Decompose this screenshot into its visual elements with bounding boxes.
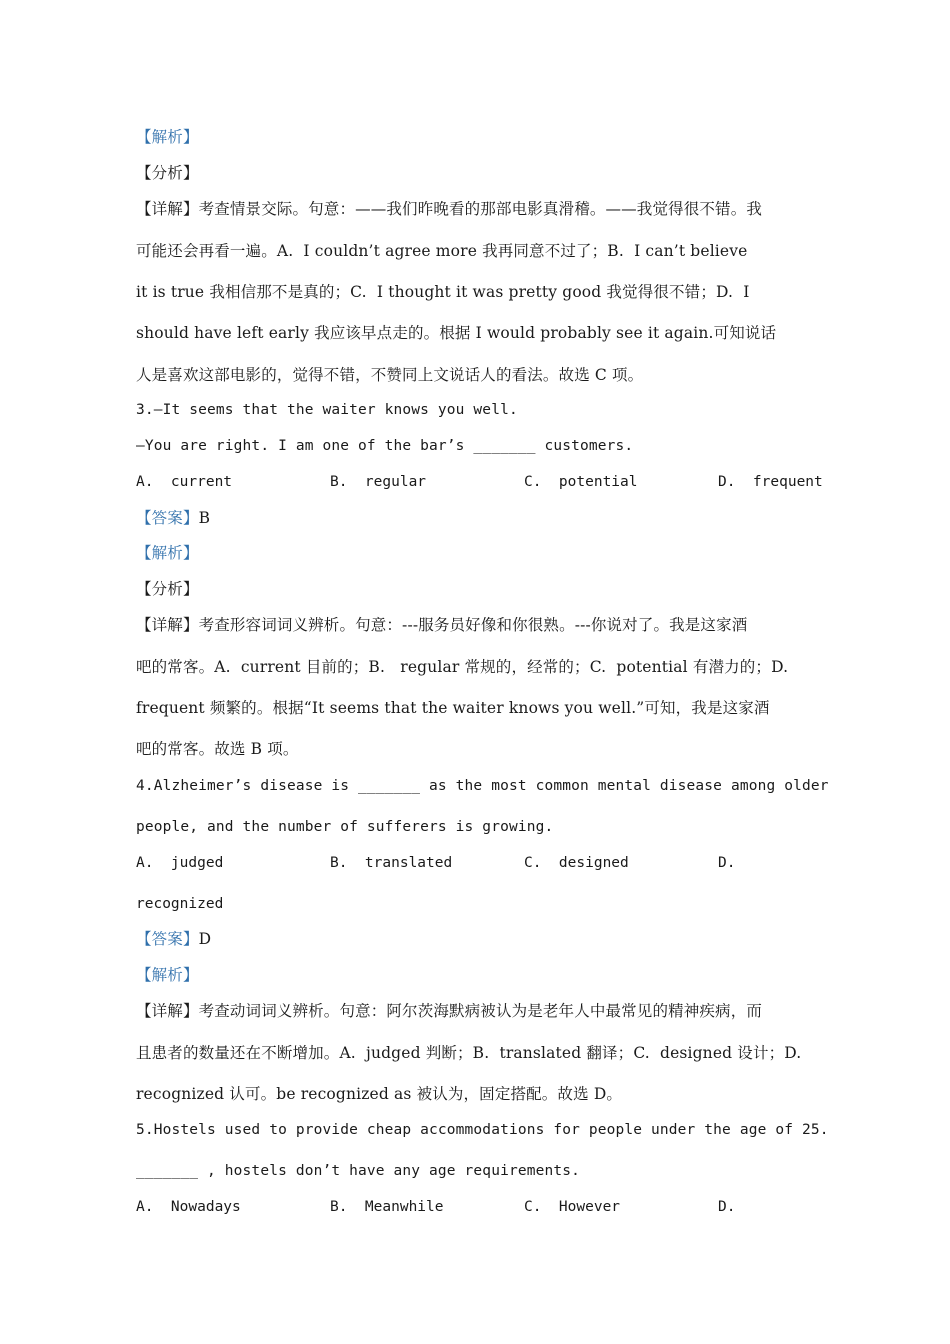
- option-d: D.: [718, 855, 736, 871]
- analysis-tag: 【解析】: [136, 128, 199, 146]
- detail-tag: 【详解】: [136, 200, 199, 218]
- question-stem: 4.Alzheimer’s disease is _______ as the most common mental disease among older: [136, 778, 829, 794]
- question-stem: people, and the number of sufferers is growing.: [136, 819, 554, 835]
- explanation-line: 吧的常客。故选 B 项。: [136, 740, 299, 758]
- analysis-sub-tag: 【分析】: [136, 164, 199, 182]
- option-a: A. judged: [136, 855, 224, 871]
- analysis-tag: 【解析】: [136, 966, 199, 984]
- detail-tag: 【详解】: [136, 1002, 199, 1020]
- analysis-tag: 【解析】: [136, 544, 199, 562]
- explanation-line: 【详解】考查动词词义辨析。句意：阿尔茨海默病被认为是老年人中最常见的精神疾病，而: [136, 1002, 763, 1020]
- answer-tag: 【答案】: [136, 930, 199, 948]
- answer-value: D: [198, 930, 212, 948]
- explanation-line: 吧的常客。A. current 目前的；B. regular 常规的，经常的；C. potential 有潜力的；D.: [136, 658, 789, 676]
- option-c: C. designed: [524, 855, 629, 871]
- option-c: C. potential: [524, 474, 638, 490]
- option-d-text: recognized: [136, 896, 224, 912]
- option-b: B. Meanwhile: [330, 1199, 444, 1215]
- question-stem: 5.Hostels used to provide cheap accommodations for people under the age of 25.: [136, 1122, 829, 1138]
- explanation-line: 人是喜欢这部电影的，觉得不错，不赞同上文说话人的看法。故选 C 项。: [136, 366, 644, 384]
- answer-line: [136, 928, 211, 950]
- option-d: D. frequent: [718, 474, 823, 490]
- explanation-line: recognized 认可。be recognized as 被认为，固定搭配。故选 D。: [136, 1085, 623, 1103]
- option-a: A. Nowadays: [136, 1199, 241, 1215]
- question-stem: _______ , hostels don’t have any age requirements.: [136, 1163, 580, 1179]
- answer-line: [136, 507, 210, 529]
- explanation-line: it is true 我相信那不是真的；C. I thought it was pretty good 我觉得很不错；D. I: [136, 283, 750, 301]
- explanation-line: 【详解】考查形容词词义辨析。句意：---服务员好像和你很熟。---你说对了。我是这家酒: [136, 616, 748, 634]
- explanation-line: frequent 频繁的。根据“It seems that the waiter knows you well.”可知，我是这家酒: [136, 699, 770, 717]
- option-d: D.: [718, 1199, 736, 1215]
- answer-tag: 【答案】: [136, 509, 199, 527]
- detail-tag: 【详解】: [136, 616, 199, 634]
- explanation-line: 可能还会再看一遍。A. I couldn’t agree more 我再同意不过了；B. I can’t believe: [136, 242, 748, 260]
- option-b: B. regular: [330, 474, 427, 490]
- question-stem: 3.—It seems that the waiter knows you well.: [136, 402, 518, 418]
- answer-value: B: [198, 509, 211, 527]
- option-b: B. translated: [330, 855, 453, 871]
- analysis-sub-tag: 【分析】: [136, 580, 199, 598]
- explanation-line: 且患者的数量还在不断增加。A. judged 判断；B. translated 翻译；C. designed 设计；D.: [136, 1044, 802, 1062]
- explanation-line: should have left early 我应该早点走的。根据 I would probably see it again.可知说话: [136, 324, 777, 342]
- option-a: A. current: [136, 474, 233, 490]
- option-c: C. However: [524, 1199, 621, 1215]
- question-stem: —You are right. I am one of the bar’s _______ customers.: [136, 438, 634, 454]
- explanation-line: 【详解】考查情景交际。句意：——我们昨晚看的那部电影真滑稽。——我觉得很不错。我: [136, 200, 763, 218]
